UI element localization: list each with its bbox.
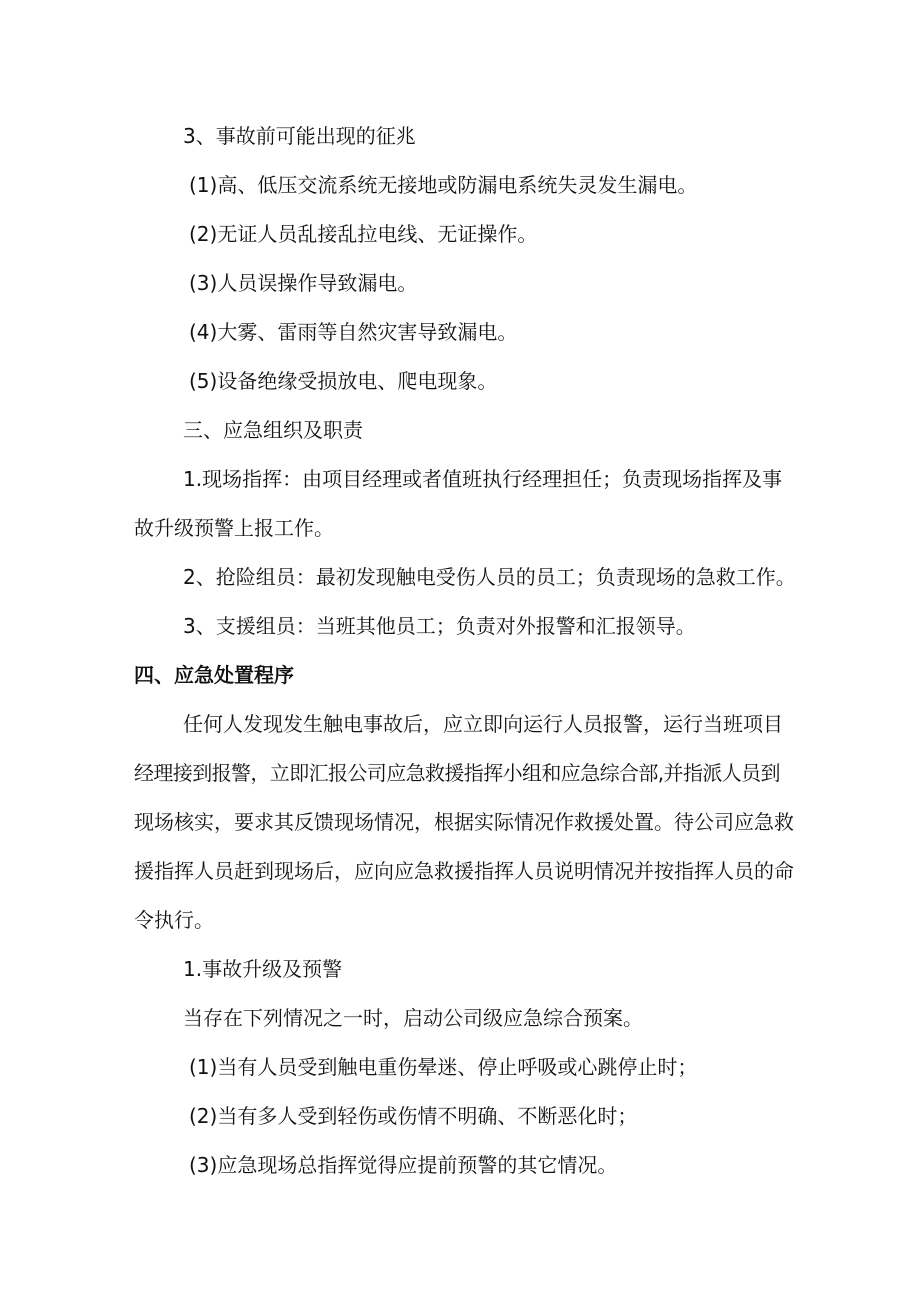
paragraph-line: 令执行。: [134, 908, 214, 932]
list-item: (4)大雾、雷雨等自然灾害导致漏电。: [189, 320, 518, 344]
subheading-precursors: 3、事故前可能出现的征兆: [183, 124, 416, 148]
list-item: (1)当有人员受到触电重伤晕迷、停止呼吸或心跳停止时；: [189, 1055, 698, 1079]
section-heading-organization: 三、应急组织及职责: [183, 418, 363, 442]
subheading-escalation: 1.事故升级及预警: [183, 957, 343, 981]
paragraph-line: 任何人发现发生触电事故后，应立即向运行人员报警，运行当班项目: [183, 712, 783, 736]
paragraph-line: 经理接到报警，立即汇报公司应急救援指挥小组和应急综合部,并指派人员到: [134, 761, 780, 785]
list-item: (1)高、低压交流系统无接地或防漏电系统失灵发生漏电。: [189, 173, 698, 197]
list-item: (3)应急现场总指挥觉得应提前预警的其它情况。: [189, 1153, 618, 1177]
paragraph-line: 2、抢险组员：最初发现触电受伤人员的员工；负责现场的急救工作。: [183, 565, 796, 589]
list-item: (2)无证人员乱接乱拉电线、无证操作。: [189, 222, 538, 246]
list-item: (3)人员误操作导致漏电。: [189, 271, 418, 295]
paragraph-line: 当存在下列情况之一时，启动公司级应急综合预案。: [183, 1006, 643, 1030]
list-item: (2)当有多人受到轻伤或伤情不明确、不断恶化时；: [189, 1104, 638, 1128]
paragraph-line: 1.现场指挥：由项目经理或者值班执行经理担任；负责现场指挥及事: [183, 467, 783, 491]
paragraph-line: 故升级预警上报工作。: [134, 516, 334, 540]
paragraph-line: 援指挥人员赶到现场后，应向应急救援指挥人员说明情况并按指挥人员的命: [134, 859, 794, 883]
paragraph-line: 现场核实，要求其反馈现场情况，根据实际情况作救援处置。待公司应急救: [134, 810, 794, 834]
list-item: (5)设备绝缘受损放电、爬电现象。: [189, 369, 498, 393]
section-heading-procedure: 四、应急处置程序: [134, 663, 294, 687]
paragraph-line: 3、支援组员：当班其他员工；负责对外报警和汇报领导。: [183, 614, 696, 638]
